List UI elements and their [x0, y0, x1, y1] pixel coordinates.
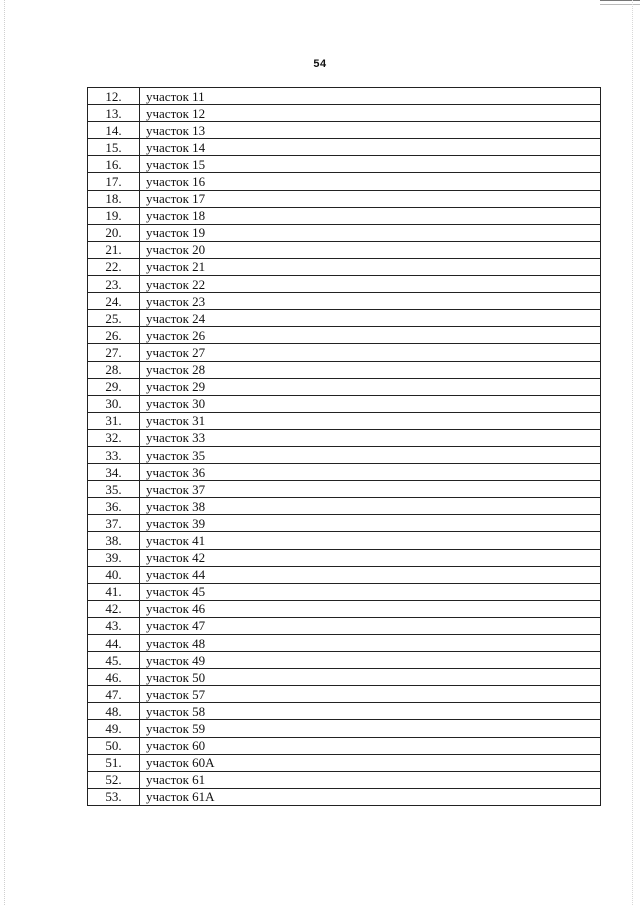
plot-name-cell: участок 31 — [140, 412, 601, 429]
table-row — [88, 276, 601, 293]
row-number-cell: 18. — [88, 190, 140, 207]
plot-name-cell: участок 47 — [140, 617, 601, 634]
table-row — [88, 207, 601, 224]
table-row — [88, 361, 601, 378]
table-row — [88, 139, 601, 156]
table-row — [88, 464, 601, 481]
plot-name-cell: участок 60А — [140, 754, 601, 771]
table-row — [88, 173, 601, 190]
row-number-cell: 34. — [88, 464, 140, 481]
table-row — [88, 190, 601, 207]
scan-margin-left — [4, 0, 6, 905]
row-number-cell: 47. — [88, 686, 140, 703]
row-number-cell: 37. — [88, 515, 140, 532]
plot-name-cell: участок 41 — [140, 532, 601, 549]
row-number-cell: 41. — [88, 583, 140, 600]
page-number: 54 — [313, 58, 327, 70]
table-row — [88, 395, 601, 412]
plot-name-cell: участок 61 — [140, 771, 601, 788]
plot-name-cell: участок 58 — [140, 703, 601, 720]
plots-table-body — [88, 88, 601, 806]
plot-name-cell: участок 35 — [140, 446, 601, 463]
row-number-cell: 46. — [88, 669, 140, 686]
scan-margin-right — [632, 0, 634, 905]
plot-name-cell: участок 17 — [140, 190, 601, 207]
row-number-cell: 48. — [88, 703, 140, 720]
row-number-cell: 19. — [88, 207, 140, 224]
row-number-cell: 28. — [88, 361, 140, 378]
row-number-cell: 42. — [88, 600, 140, 617]
row-number-cell: 20. — [88, 224, 140, 241]
table-row — [88, 258, 601, 275]
plot-name-cell: участок 12 — [140, 105, 601, 122]
table-row — [88, 156, 601, 173]
table-row — [88, 310, 601, 327]
plot-name-cell: участок 22 — [140, 276, 601, 293]
table-row — [88, 720, 601, 737]
table-row — [88, 737, 601, 754]
row-number-cell: 44. — [88, 635, 140, 652]
plot-name-cell: участок 48 — [140, 635, 601, 652]
row-number-cell: 43. — [88, 617, 140, 634]
table-row — [88, 635, 601, 652]
table-row — [88, 788, 601, 805]
table-row — [88, 617, 601, 634]
table-row — [88, 481, 601, 498]
table-row — [88, 88, 601, 105]
plot-name-cell: участок 61А — [140, 788, 601, 805]
table-row — [88, 241, 601, 258]
table-row — [88, 105, 601, 122]
plot-name-cell: участок 44 — [140, 566, 601, 583]
row-number-cell: 29. — [88, 378, 140, 395]
row-number-cell: 31. — [88, 412, 140, 429]
table-row — [88, 224, 601, 241]
row-number-cell: 53. — [88, 788, 140, 805]
table-row — [88, 122, 601, 139]
plot-name-cell: участок 14 — [140, 139, 601, 156]
plot-name-cell: участок 24 — [140, 310, 601, 327]
row-number-cell: 17. — [88, 173, 140, 190]
table-row — [88, 771, 601, 788]
plot-name-cell: участок 59 — [140, 720, 601, 737]
plot-name-cell: участок 33 — [140, 429, 601, 446]
row-number-cell: 33. — [88, 446, 140, 463]
plots-table — [87, 87, 601, 806]
table-row — [88, 652, 601, 669]
scan-edge-mark — [600, 0, 640, 5]
row-number-cell: 22. — [88, 258, 140, 275]
plot-name-cell: участок 30 — [140, 395, 601, 412]
table-row — [88, 669, 601, 686]
row-number-cell: 25. — [88, 310, 140, 327]
plot-name-cell: участок 27 — [140, 344, 601, 361]
row-number-cell: 13. — [88, 105, 140, 122]
plot-name-cell: участок 38 — [140, 498, 601, 515]
plot-name-cell: участок 13 — [140, 122, 601, 139]
plot-name-cell: участок 60 — [140, 737, 601, 754]
plot-name-cell: участок 49 — [140, 652, 601, 669]
plot-name-cell: участок 39 — [140, 515, 601, 532]
table-row — [88, 327, 601, 344]
plot-name-cell: участок 42 — [140, 549, 601, 566]
row-number-cell: 21. — [88, 241, 140, 258]
table-row — [88, 566, 601, 583]
row-number-cell: 14. — [88, 122, 140, 139]
row-number-cell: 16. — [88, 156, 140, 173]
row-number-cell: 26. — [88, 327, 140, 344]
row-number-cell: 50. — [88, 737, 140, 754]
table-row — [88, 412, 601, 429]
row-number-cell: 51. — [88, 754, 140, 771]
row-number-cell: 38. — [88, 532, 140, 549]
plot-name-cell: участок 57 — [140, 686, 601, 703]
plot-name-cell: участок 29 — [140, 378, 601, 395]
table-row — [88, 532, 601, 549]
plot-name-cell: участок 21 — [140, 258, 601, 275]
table-row — [88, 515, 601, 532]
plot-name-cell: участок 28 — [140, 361, 601, 378]
plot-name-cell: участок 45 — [140, 583, 601, 600]
plot-name-cell: участок 46 — [140, 600, 601, 617]
row-number-cell: 12. — [88, 88, 140, 105]
table-row — [88, 583, 601, 600]
row-number-cell: 35. — [88, 481, 140, 498]
row-number-cell: 49. — [88, 720, 140, 737]
plot-name-cell: участок 15 — [140, 156, 601, 173]
table-row — [88, 703, 601, 720]
plot-name-cell: участок 16 — [140, 173, 601, 190]
plot-name-cell: участок 26 — [140, 327, 601, 344]
plot-name-cell: участок 11 — [140, 88, 601, 105]
plot-name-cell: участок 37 — [140, 481, 601, 498]
plot-name-cell: участок 36 — [140, 464, 601, 481]
row-number-cell: 39. — [88, 549, 140, 566]
table-row — [88, 378, 601, 395]
table-row — [88, 754, 601, 771]
row-number-cell: 32. — [88, 429, 140, 446]
table-row — [88, 600, 601, 617]
row-number-cell: 15. — [88, 139, 140, 156]
row-number-cell: 24. — [88, 293, 140, 310]
plot-name-cell: участок 20 — [140, 241, 601, 258]
table-row — [88, 293, 601, 310]
row-number-cell: 40. — [88, 566, 140, 583]
table-row — [88, 686, 601, 703]
plot-name-cell: участок 19 — [140, 224, 601, 241]
row-number-cell: 30. — [88, 395, 140, 412]
table-row — [88, 446, 601, 463]
plot-name-cell: участок 18 — [140, 207, 601, 224]
plot-name-cell: участок 23 — [140, 293, 601, 310]
row-number-cell: 36. — [88, 498, 140, 515]
table-row — [88, 549, 601, 566]
row-number-cell: 52. — [88, 771, 140, 788]
table-row — [88, 344, 601, 361]
table-row — [88, 429, 601, 446]
table-row — [88, 498, 601, 515]
row-number-cell: 27. — [88, 344, 140, 361]
row-number-cell: 23. — [88, 276, 140, 293]
plot-name-cell: участок 50 — [140, 669, 601, 686]
row-number-cell: 45. — [88, 652, 140, 669]
